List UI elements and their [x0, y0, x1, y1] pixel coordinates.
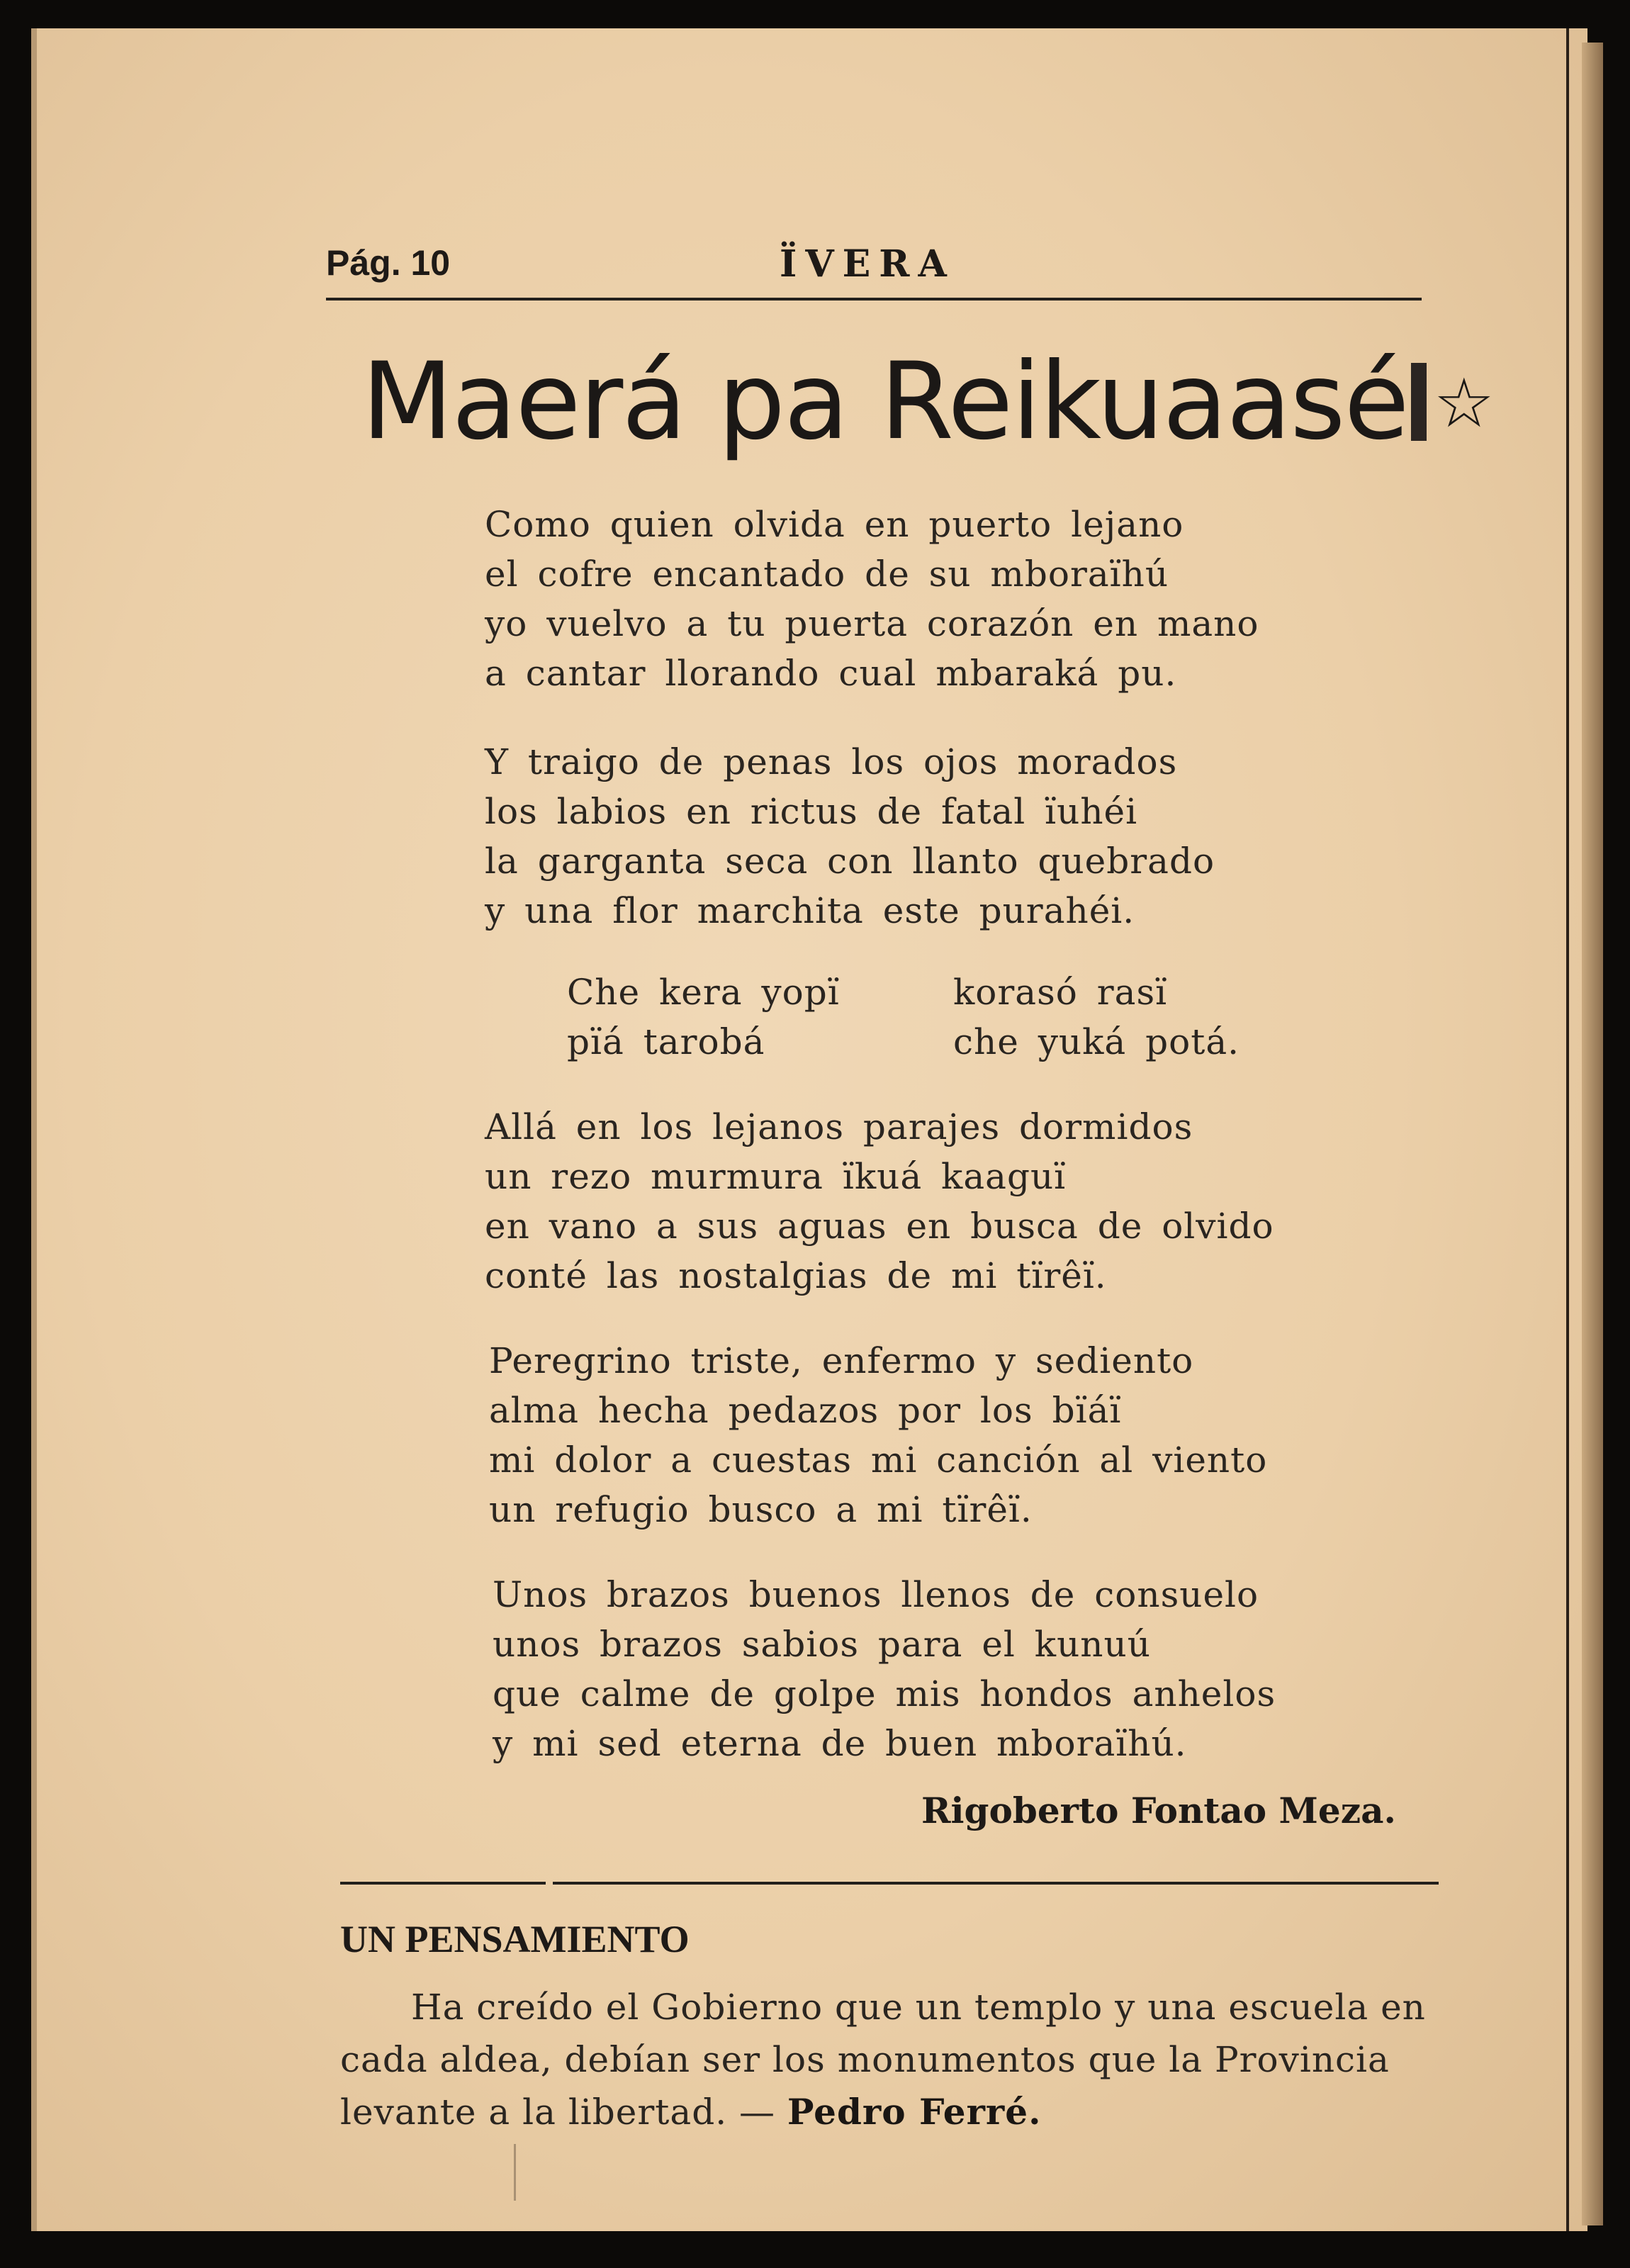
- section-body: [340, 1981, 1446, 2138]
- poem-title-text: Maerá pa Reikuaasé: [361, 340, 1408, 464]
- stanza-2-line-4: y una flor marchita este purahéi.: [485, 890, 1135, 931]
- header-rule: [326, 298, 1422, 301]
- stanza-5-line-3: que calme de golpe mis hondos anhelos: [493, 1673, 1276, 1714]
- poem-title: [361, 340, 1493, 468]
- section-attribution: Pedro Ferré.: [787, 2091, 1042, 2133]
- refrain-right-line-1: korasó rasï: [953, 972, 1168, 1013]
- stanza-4-line-2: alma hecha pedazos por los bïáï: [489, 1390, 1122, 1431]
- refrain-left-line-2: pïá tarobá: [567, 1021, 765, 1062]
- section-line-3-text: levante a la libertad. —: [340, 2092, 787, 2133]
- page-number: Pág. 10: [326, 243, 451, 283]
- stanza-1-line-3: yo vuelvo a tu puerta corazón en mano: [485, 603, 1259, 644]
- refrain-left-line-1: Che kera yopï: [567, 972, 840, 1013]
- stanza-3-line-2: un rezo murmura ïkuá kaaguï: [485, 1156, 1067, 1197]
- page-gutter: [1566, 28, 1569, 2231]
- stanza-5-line-2: unos brazos sabios para el kunuú: [493, 1624, 1151, 1665]
- stanza-3-line-1: Allá en los lejanos parajes dormidos: [485, 1106, 1193, 1147]
- poem-author: Rigoberto Fontao Meza.: [921, 1790, 1396, 1831]
- stanza-1-line-2: el cofre encantado de su mboraïhú: [485, 554, 1169, 595]
- stanza-5-line-4: y mi sed eterna de buen mboraïhú.: [493, 1723, 1187, 1764]
- facing-page-edge: [1582, 43, 1603, 2225]
- stanza-2-line-1: Y traigo de penas los ojos morados: [485, 741, 1178, 782]
- section-line-2: cada aldea, debían ser los monumentos que la Provincia: [340, 2039, 1390, 2080]
- stanza-2-line-2: los labios en rictus de fatal ïuhéi: [485, 791, 1138, 832]
- stanza-3-line-3: en vano a sus aguas en busca de olvido: [485, 1206, 1274, 1247]
- stanza-4-line-3: mi dolor a cuestas mi canción al viento: [489, 1439, 1268, 1481]
- section-line-1: Ha creído el Gobierno que un templo y una escuela en: [411, 1987, 1426, 2028]
- stanza-3-line-4: conté las nostalgias de mi tïrêï.: [485, 1255, 1107, 1296]
- section-line-3: [340, 2086, 1446, 2138]
- masthead: ÏVERA: [780, 242, 955, 286]
- stanza-1-line-1: Como quien olvida en puerto lejano: [485, 504, 1184, 545]
- stanza-4-line-1: Peregrino triste, enfermo y sediento: [489, 1340, 1194, 1381]
- section-divider-right: [553, 1882, 1439, 1885]
- refrain-right-line-2: che yuká potá.: [953, 1021, 1240, 1062]
- stanza-2-line-3: la garganta seca con llanto quebrado: [485, 841, 1215, 882]
- section-title: UN PENSAMIENTO: [340, 1918, 690, 1960]
- section-divider-left: [340, 1882, 546, 1885]
- page-header: [326, 234, 1422, 298]
- stanza-1-line-4: a cantar llorando cual mbaraká pu.: [485, 653, 1177, 694]
- star-icon: ☆: [1433, 364, 1493, 443]
- stanza-5-line-1: Unos brazos buenos llenos de consuelo: [493, 1574, 1259, 1615]
- stanza-4-line-4: un refugio busco a mi tïrêï.: [489, 1489, 1033, 1530]
- paper-scratch: [514, 2144, 516, 2201]
- ink-mark: [1411, 363, 1427, 441]
